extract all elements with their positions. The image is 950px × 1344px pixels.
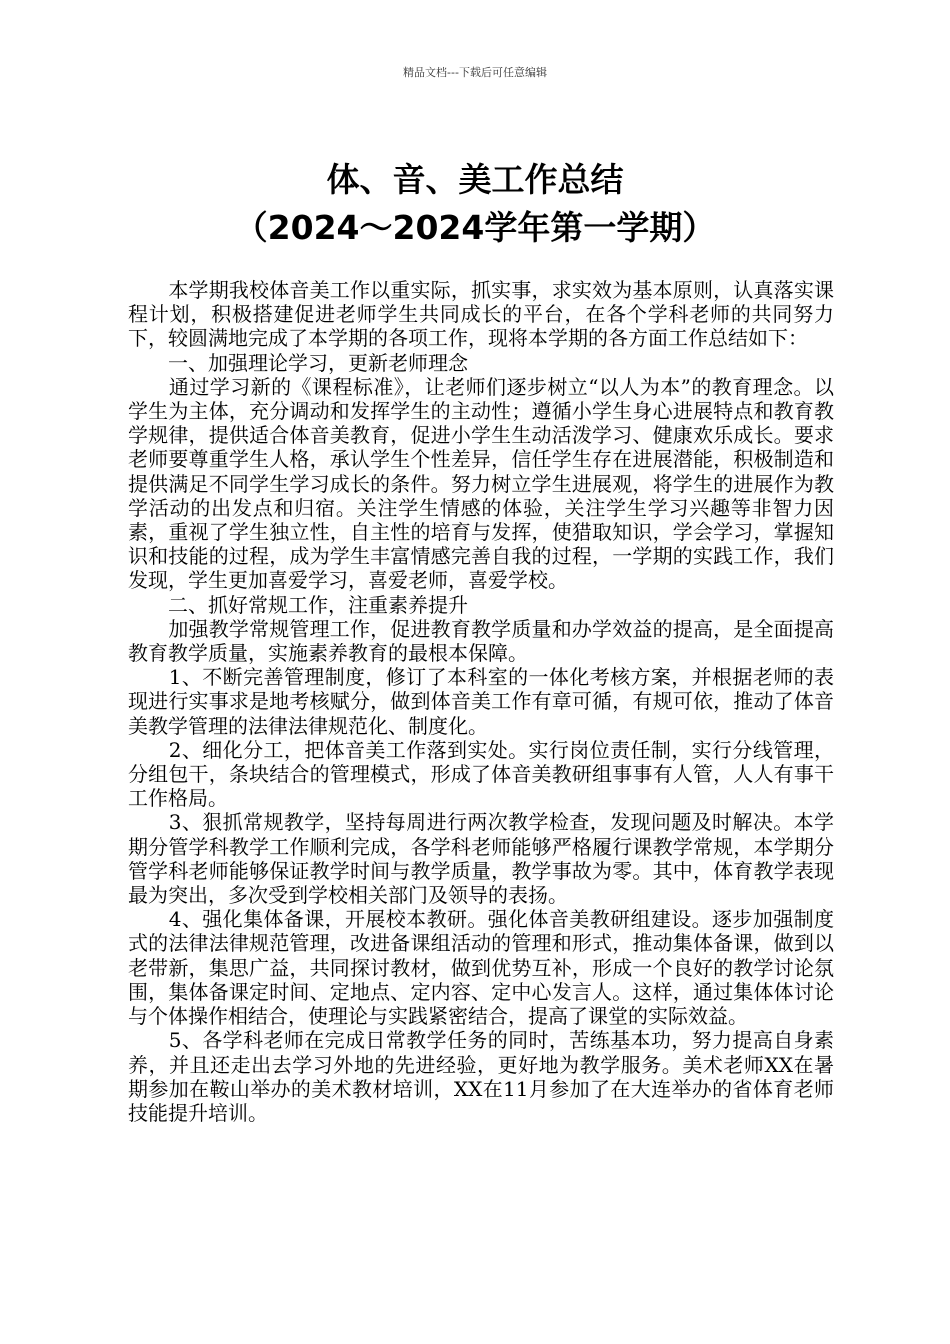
paragraph-item-3: 3、狠抓常规教学，坚持每周进行两次教学检查，发现问题及时解决。本学期分管学科教学工作顺利完成，各学科老师能够严格履行课教学常规，本学期分管学科老师能够保证教学时间与教学质量，教学事故为零。其中，体育教学表现最为突出，多次受到学校相关部门及领导的表扬。	[128, 810, 834, 908]
section-heading-2: 二、抓好常规工作，注重素养提升	[128, 592, 468, 617]
document-body	[128, 278, 834, 1125]
paragraph-item-2: 2、细化分工，把体音美工作落到实处。实行岗位责任制，实行分线管理，分组包干，条块结合的管理模式，形成了体音美教研组事事有人管，人人有事干工作格局。	[128, 737, 834, 811]
document-title: 体、音、美工作总结	[326, 160, 624, 199]
paragraph-item-1: 1、不断完善管理制度，修订了本科室的一体化考核方案，并根据老师的表现进行实事求是地考核赋分，做到体音美工作有章可循，有规可依，推动了体音美教学管理的法律法律规范化、制度化。	[128, 665, 834, 738]
paragraph-intro: 本学期我校体音美工作以重实际，抓实事，求实效为基本原则，认真落实课程计划，积极搭建促进老师学生共同成长的平台，在各个学科老师的共同努力下，较圆满地完成了本学期的各项工作，现将本学期的各方面工作总结如下：	[128, 278, 834, 351]
paragraph-routine: 加强教学常规管理工作，促进教育教学质量和办学效益的提高，是全面提高教育教学质量，实施素养教育的最根本保障。	[128, 616, 834, 666]
section-heading-1: 一、加强理论学习，更新老师理念	[128, 350, 468, 375]
paragraph-item-4: 4、强化集体备课，开展校本教研。强化体音美教研组建设。逐步加强制度式的法律法律规范管理，改进备课组活动的管理和形式，推动集体备课，做到以老带新，集思广益，共同探讨教材，做到优势互补，形成一个良好的教学讨论氛围，集体备课定时间、定地点、定内容、定中心发言人。这样，通过集体体讨论与个体操作相结合，使理论与实践紧密结合，提高了课堂的实际效益。	[128, 907, 834, 1029]
paragraph-item-5: 5、各学科老师在完成日常教学任务的同时，苦练基本功，努力提高自身素养，并且还走出去学习外地的先进经验，更好地为教学服务。美术老师XX在暑期参加在鞍山举办的美术教材培训，XX在11月参加了在大连举办的省体育老师技能提升培训。	[128, 1028, 834, 1125]
document-subtitle: （2024～2024学年第一学期）	[234, 208, 716, 247]
paragraph-theory: 通过学习新的《课程标准》，让老师们逐步树立“以人为本”的教育理念。以学生为主体，充分调动和发挥学生的主动性；遵循小学生身心进展特点和教育教学规律，提供适合体音美教育，促进小学生生动活泼学习、健康欢乐成长。要求老师要尊重学生人格，承认学生个性差异，信任学生存在进展潜能，积极制造和提供满足不同学生学习成长的条件。努力树立学生进展观，将学生的进展作为教学活动的出发点和归宿。关注学生情感的体验，关注学生学习兴趣等非智力因素，重视了学生独立性，自主性的培育与发挥，使猎取知识，学会学习，掌握知识和技能的过程，成为学生丰富情感完善自我的过程，一学期的实践工作，我们发现，学生更加喜爱学习，喜爱老师，喜爱学校。	[128, 374, 834, 593]
page-header-note: 精品文档---下载后可任意编辑	[403, 66, 547, 79]
